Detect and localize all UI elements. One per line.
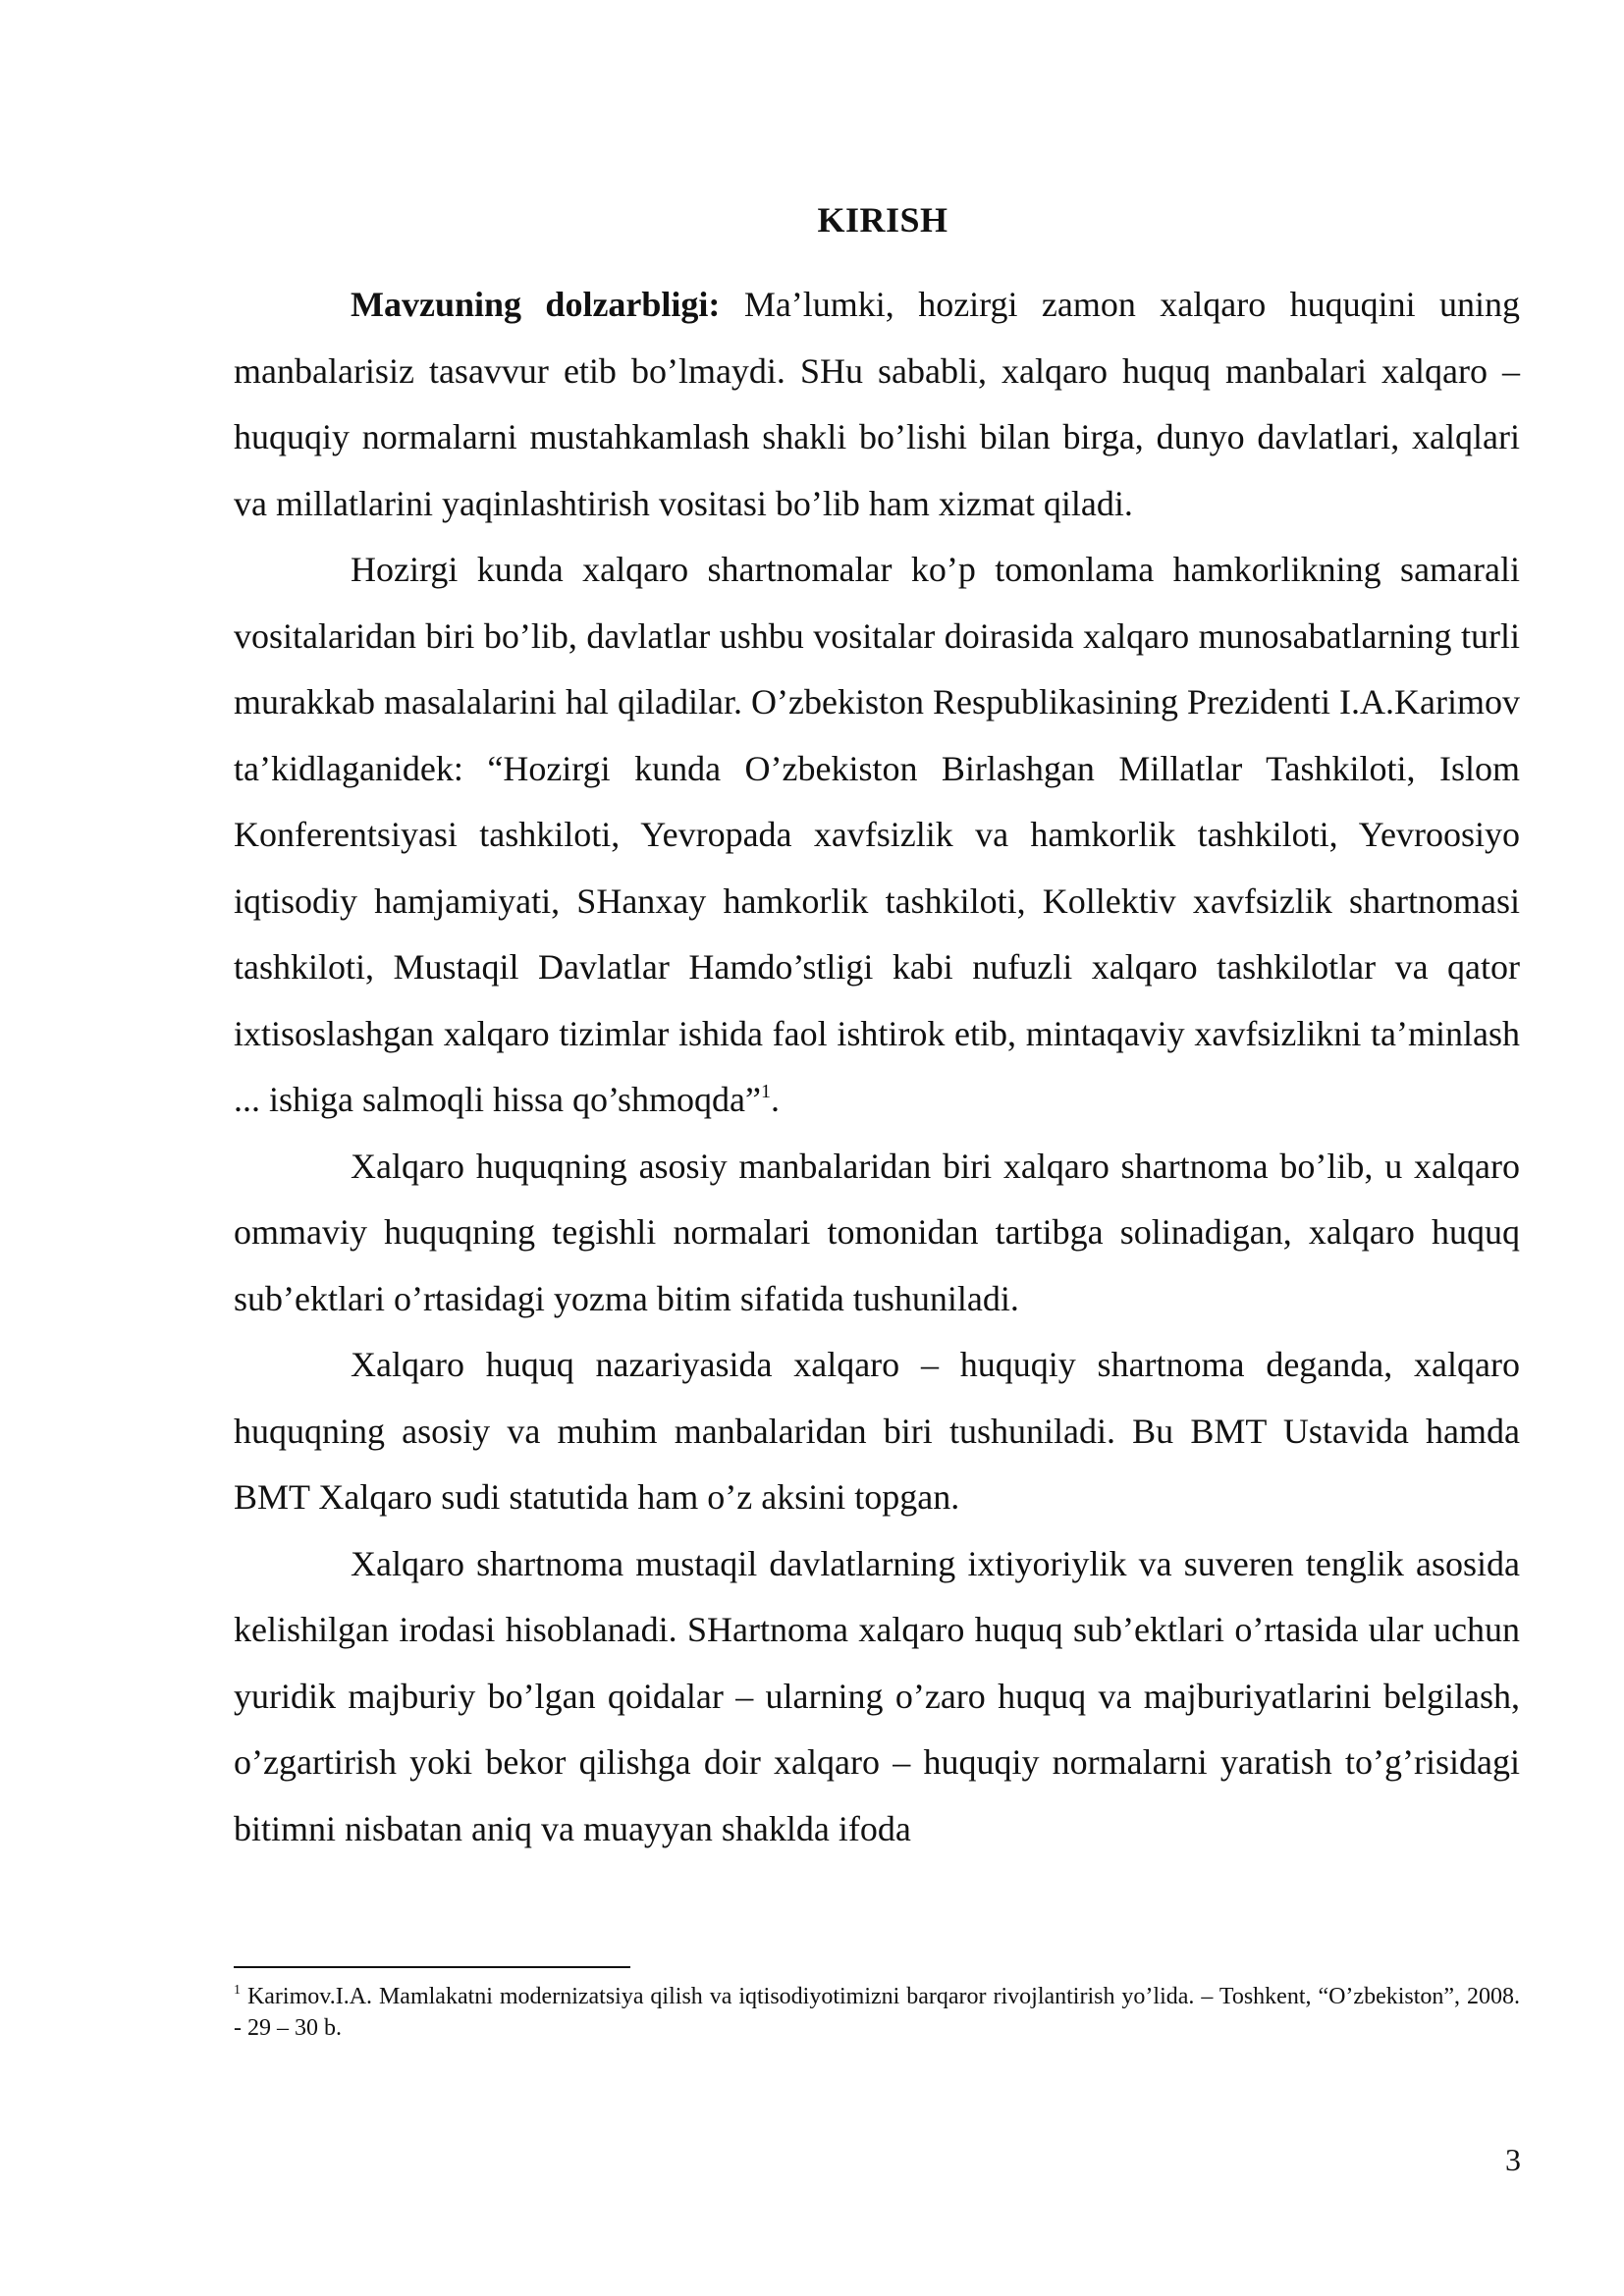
paragraph-2-end: .	[770, 1080, 780, 1119]
paragraph-2-text: Hozirgi kunda xalqaro shartnomalar ko’p tomonlama hamkorlikning samarali vositalaridan biri bo’lib, davlatlar ushbu vositalar doirasida xalqaro munosabatlarning turli murakkab masalalarini hal qiladilar. O’zbekiston Respublikasining Prezidenti I.A.Karimov ta’kidlaganidek: “Hozirgi kunda O’zbekiston Birlashgan Millatlar Tashkiloti, Islom Konferentsiyasi tashkiloti, Yevropada xavfsizlik va hamkorlik tashkiloti, Yevroosiyo iqtisodiy hamjamiyati, SHanxay hamkorlik tashkiloti, Kollektiv xavfsizlik shartnomasi tashkiloti, Mustaqil Davlatlar Hamdo’stligi kabi nufuzli xalqaro tashkilotlar va qator ixtisoslashgan xalqaro tizimlar ishida faol ishtirok etib, mintaqaviy xavfsizlikni ta’minlash ... ishiga salmoqli hissa qo’shmoqda”	[234, 550, 1520, 1119]
paragraph-4: Xalqaro huquq nazariyasida xalqaro – huquqiy shartnoma deganda, xalqaro huquqning asosiy va muhim manbalaridan biri tushuniladi. Bu BMT Ustavida hamda BMT Xalqaro sudi statutida ham o’z aksini topgan.	[234, 1345, 1520, 1517]
paragraph-1	[234, 272, 1520, 537]
document-body	[234, 187, 1520, 1862]
paragraph-5: Xalqaro shartnoma mustaqil davlatlarning ixtiyoriylik va suveren tenglik asosida kelishilgan irodasi hisoblanadi. SHartnoma xalqaro huquq sub’ektlari o’rtasida ular uchun yuridik majburiy bo’lgan qoidalar – ularning o’zaro huquq va majburiyatlarini belgilash, o’zgartirish yoki bekor qilishga doir xalqaro – huquqiy normalarni yaratish to’g’risidagi bitimni nisbatan aniq va muayyan shaklda ifoda	[234, 1543, 1520, 1848]
footnote-marker: 1	[234, 1983, 241, 1998]
footnote-separator	[234, 1966, 630, 1968]
footnote-reference[interactable]: 1	[760, 1081, 771, 1102]
paragraph-2	[234, 537, 1520, 1134]
paragraph-3: Xalqaro huquqning asosiy manbalaridan biri xalqaro shartnoma bo’lib, u xalqaro ommaviy huquqning tegishli normalari tomonidan tartibga solinadigan, xalqaro huquq sub’ektlari o’rtasidagi yozma bitim sifatida tushuniladi.	[234, 1146, 1520, 1318]
intro-label: Mavzuning dolzarbligi:	[351, 285, 721, 324]
footnote-text: Karimov.I.A. Mamlakatni modernizatsiya qilish va iqtisodiyotimizni barqaror rivojlantirish yo’lida. – Toshkent, “O’zbekiston”, 2008. - 29 – 30 b.	[234, 1984, 1520, 2041]
page-number: 3	[1505, 2142, 1521, 2177]
paragraph-1-text: Ma’lumki, hozirgi zamon xalqaro huquqini uning manbalarisiz tasavvur etib bo’lmaydi. SHu sababli, xalqaro huquq manbalari xalqaro – huquqiy normalarni mustahkamlash shakli bo’lishi bilan birga, dunyo davlatlari, xalqlari va millatlarini yaqinlashtirish vositasi bo’lib ham xizmat qiladi.	[234, 285, 1520, 523]
footnote	[234, 1981, 1520, 2044]
section-title: KIRISH	[817, 200, 948, 240]
